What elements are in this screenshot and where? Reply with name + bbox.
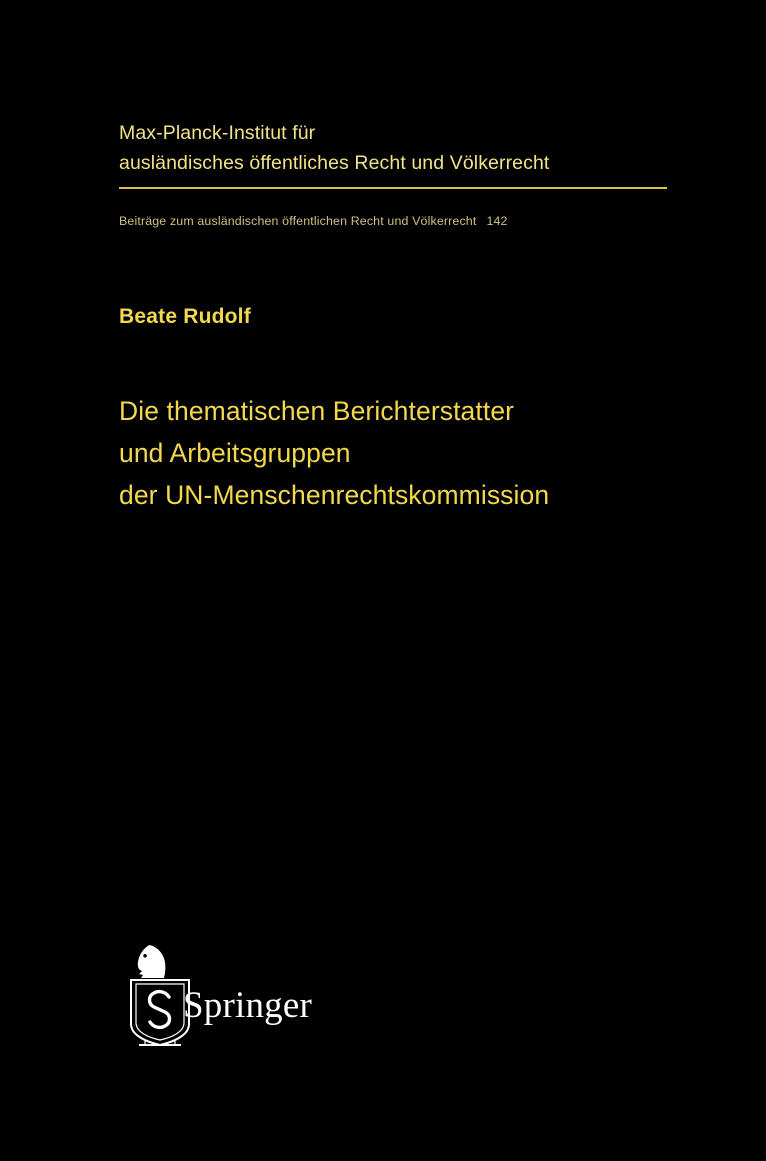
- institute-name: [119, 118, 679, 178]
- series-title: Beiträge zum ausländischen öffentlichen Recht und Völkerrecht: [119, 214, 477, 228]
- publisher-name: Springer: [183, 985, 313, 1026]
- author-name: Beate Rudolf: [119, 305, 251, 328]
- book-title-line-3: der UN-Menschenrechtskommission: [119, 480, 550, 510]
- book-title-line-1: Die thematischen Berichterstatter: [119, 396, 515, 426]
- institute-name-line-2: ausländisches öffentliches Recht und Völkerrecht: [119, 152, 550, 174]
- series-number: 142: [486, 214, 508, 228]
- series-line: [119, 214, 679, 228]
- publisher-block: [119, 940, 519, 1050]
- divider-rule: [119, 187, 667, 189]
- institute-name-line-1: Max-Planck-Institut für: [119, 122, 316, 144]
- book-title: [119, 390, 679, 516]
- book-title-line-2: und Arbeitsgruppen: [119, 438, 351, 468]
